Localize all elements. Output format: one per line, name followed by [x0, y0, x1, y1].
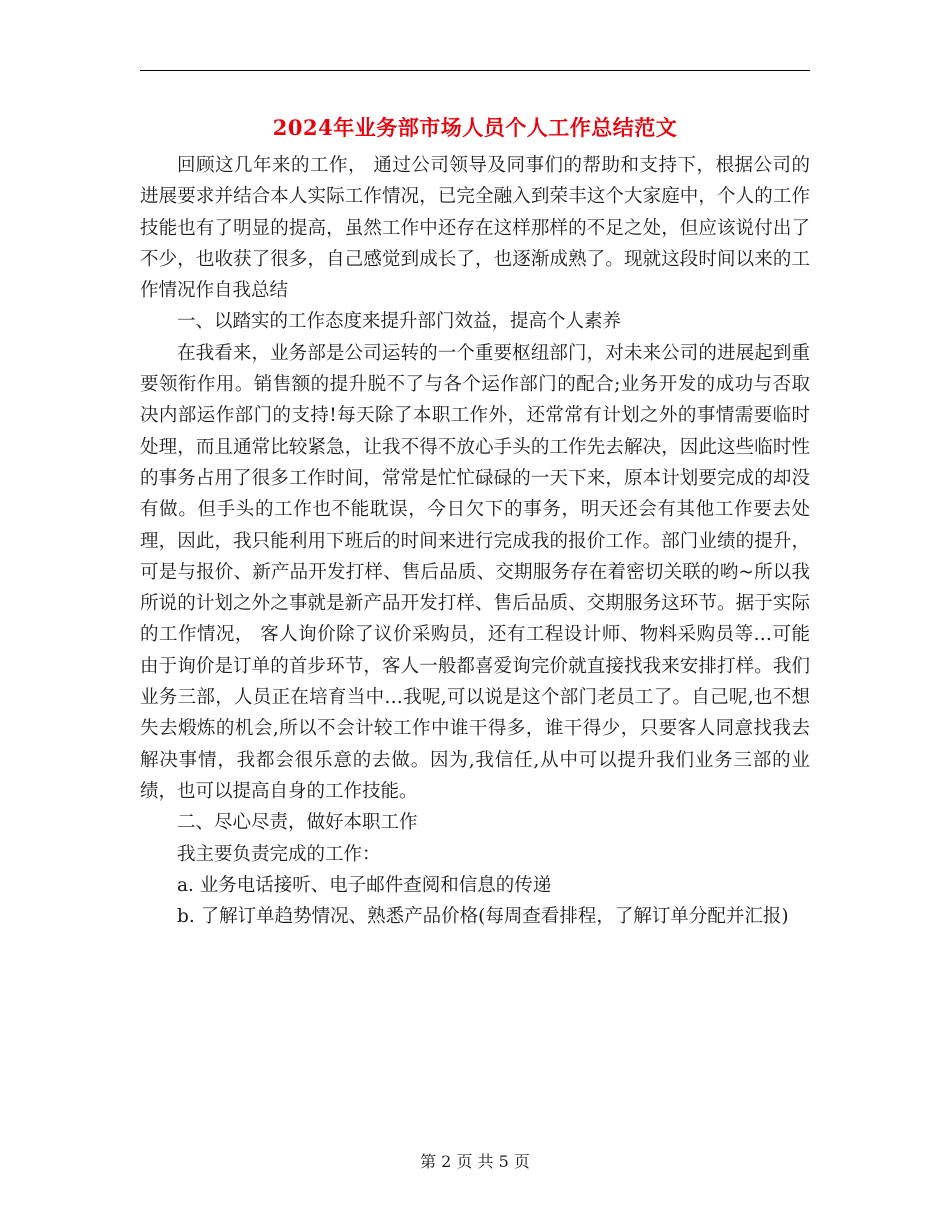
- document-body: [140, 150, 810, 932]
- header-rule: [140, 70, 810, 71]
- section-heading-1: 一、以踏实的工作态度来提升部门效益，提高个人素养: [177, 311, 622, 333]
- intro-paragraph: 回顾这几年来的工作， 通过公司领导及同事们的帮助和支持下，根据公司的进展要求并结合本人实际工作情况，已完全融入到荣丰这个大家庭中，个人的工作技能也有了明显的提高，虽然工作中还存在这样那样的不足之处，但应该说付出了不少，也收获了很多，自己感觉到成长了，也逐渐成熟了。现就这段时间以来的工作情况作自我总结: [140, 155, 810, 302]
- document-title: 2024年业务部市场人员个人工作总结范文: [272, 115, 678, 140]
- section-heading-2: 二、尽心尽责，做好本职工作: [177, 812, 418, 834]
- duties-intro: 我主要负责完成的工作：: [177, 843, 381, 865]
- page-number: 第 2 页 共 5 页: [420, 1152, 530, 1171]
- section-1-paragraph: 在我看来，业务部是公司运转的一个重要枢纽部门，对未来公司的进展起到重要领衔作用。销售额的提升脱不了与各个运作部门的配合;业务开发的成功与否取决内部运作部门的支持!每天除了本职工作外，还常常有计划之外的事情需要临时处理，而且通常比较紧急，让我不得不放心手头的工作先去解决，因此这些临时性的事务占用了很多工作时间，常常是忙忙碌碌的一天下来，原本计划要完成的却没有做。但手头的工作也不能耽误，今日欠下的事务，明天还会有其他工作要去处理，因此，我只能利用下班后的时间来进行完成我的报价工作。部门业绩的提升，可是与报价、新产品开发打样、售后品质、交期服务存在着密切关联的哟~所以我所说的计划之外之事就是新产品开发打样、售后品质、交期服务这环节。据于实际的工作情况， 客人询价除了议价采购员，还有工程设计师、物料采购员等…可能由于询价是订单的首步环节，客人一般都喜爱询完价就直接找我来安排打样。我们业务三部，人员正在培育当中…我呢,可以说是这个部门老员工了。自己呢,也不想失去煅炼的机会,所以不会计较工作中谁干得多，谁干得少，只要客人同意找我去解决事情，我都会很乐意的去做。因为,我信任,从中可以提升我们业务三部的业绩，也可以提高自身的工作技能。: [140, 342, 810, 802]
- duty-item-a: a. 业务电话接听、电子邮件查阅和信息的传递: [177, 874, 552, 896]
- duty-item-b: b. 了解订单趋势情况、熟悉产品价格(每周查看排程，了解订单分配并汇报): [177, 906, 789, 928]
